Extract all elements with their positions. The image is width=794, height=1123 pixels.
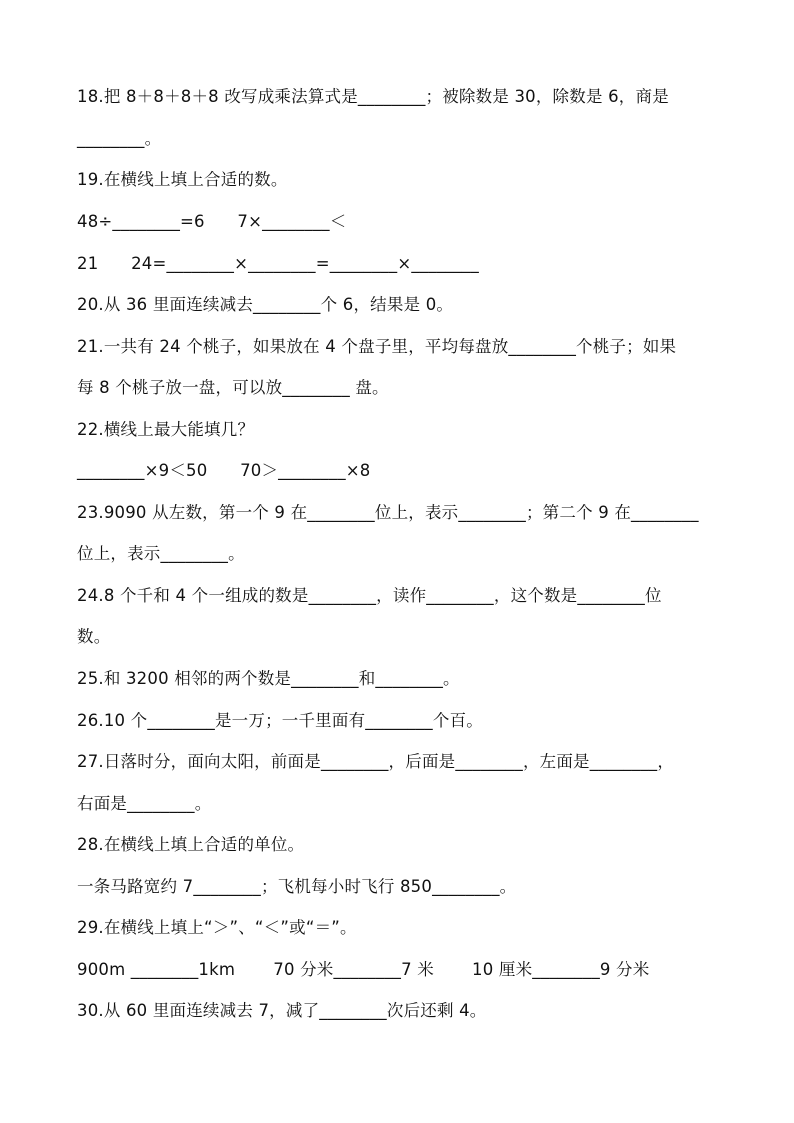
q23-line-2: 位上，表示________。 xyxy=(77,544,245,563)
q28-line-1: 一条马路宽约 7________；飞机每小时飞行 850________。 xyxy=(77,877,517,896)
q25-line-1: 25.和 3200 相邻的两个数是________和________。 xyxy=(77,669,460,688)
q28-prompt: 28.在横线上填上合适的单位。 xyxy=(77,835,305,854)
q18-line-1: 18.把 8＋8＋8＋8 改写成乘法算式是________；被除数是 30，除数是 6，商是 xyxy=(77,87,669,106)
q19-prompt: 19.在横线上填上合适的数。 xyxy=(77,170,288,189)
q22-prompt: 22.横线上最大能填几？ xyxy=(77,420,255,439)
q24-line-1: 24.8 个千和 4 个一组成的数是________，读作________，这个数是________位 xyxy=(77,586,662,605)
q27-line-1: 27.日落时分，面向太阳，前面是________，后面是________，左面是________， xyxy=(77,752,675,771)
q19-line-2: 21 24=________×________=________×________ xyxy=(77,254,479,273)
q27-line-2: 右面是________。 xyxy=(77,794,212,813)
q20-line-1: 20.从 36 里面连续减去________个 6，结果是 0。 xyxy=(77,295,454,314)
q22-line-1: ________×9＜50 70＞________×8 xyxy=(77,461,371,480)
q30-line-1: 30.从 60 里面连续减去 7，减了________次后还剩 4。 xyxy=(77,1001,487,1020)
q24-line-2: 数。 xyxy=(77,627,111,646)
q19-line-1: 48÷________=6 7×________＜ xyxy=(77,212,347,231)
q21-line-1: 21.一共有 24 个桃子，如果放在 4 个盘子里，平均每盘放________个桃子；如果 xyxy=(77,337,677,356)
q23-line-1: 23.9090 从左数，第一个 9 在________位上，表示________；第二个 9 在________ xyxy=(77,503,699,522)
q29-prompt: 29.在横线上填上“＞”、“＜”或“＝”。 xyxy=(77,918,357,937)
q29-line-1: 900m ________1km 70 分米________7 米 10 厘米________9 分米 xyxy=(77,960,650,979)
q21-line-2: 每 8 个桃子放一盘，可以放________ 盘。 xyxy=(77,378,389,397)
q26-line-1: 26.10 个________是一万；一千里面有________个百。 xyxy=(77,711,483,730)
q18-line-2: ________。 xyxy=(77,129,162,148)
